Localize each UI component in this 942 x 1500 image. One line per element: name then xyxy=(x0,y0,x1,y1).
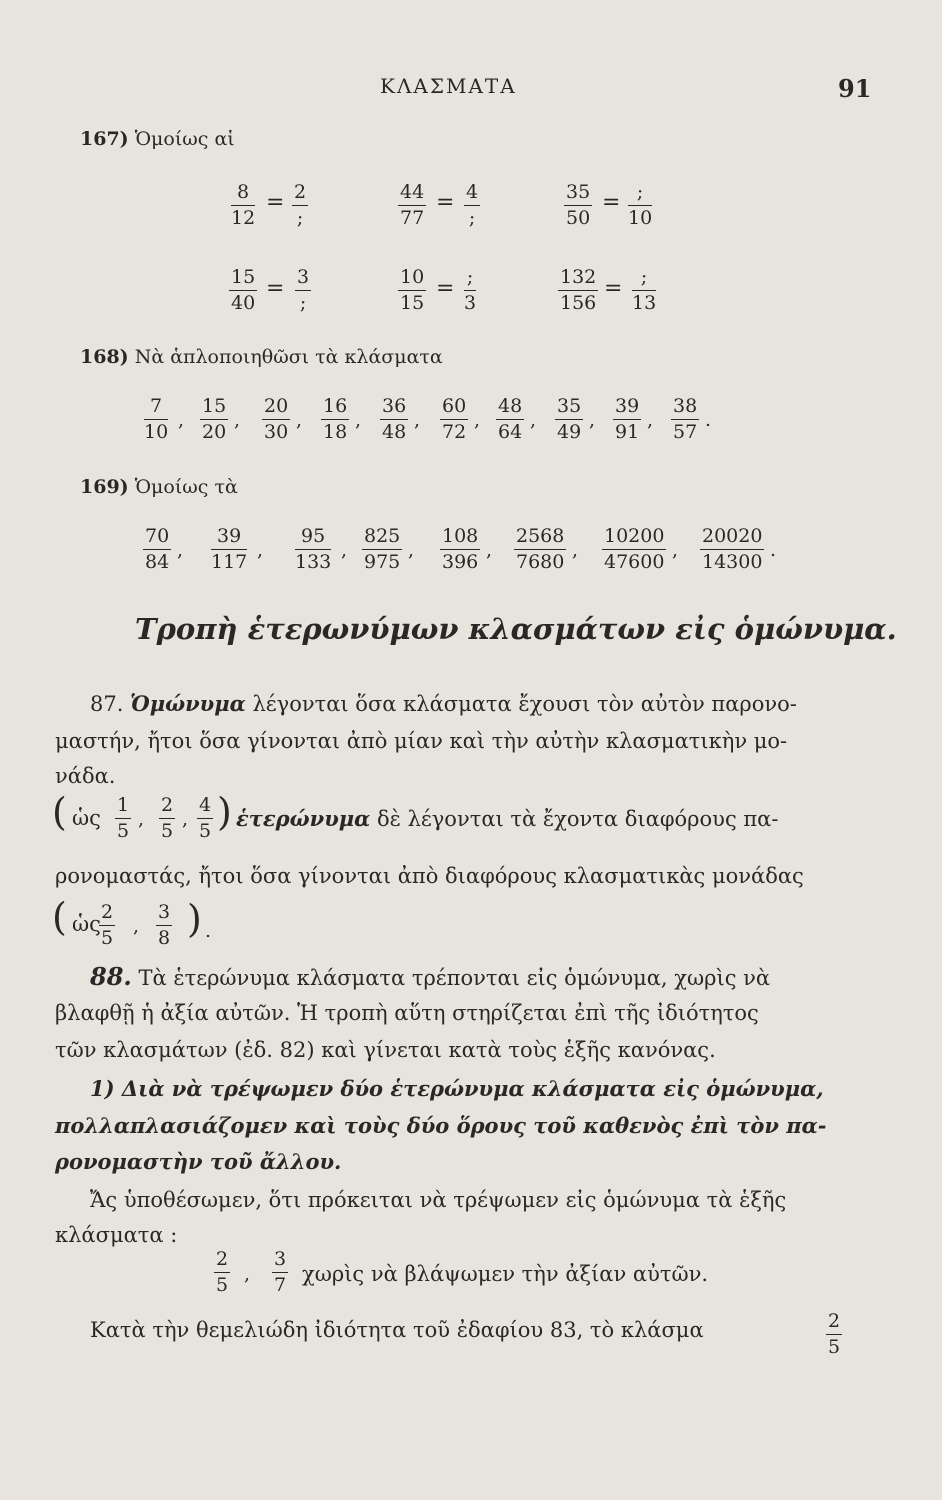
exercise-167-label xyxy=(80,128,235,150)
equals-sign: = xyxy=(436,190,455,215)
fraction: $\frac{108}{396}$ xyxy=(442,525,479,573)
comma: , xyxy=(486,539,493,561)
exercise-number: 168) xyxy=(80,346,129,368)
comma: , xyxy=(672,539,679,561)
paragraph-number: 87. xyxy=(90,692,124,716)
equals-sign: = xyxy=(602,190,621,215)
fraction: ; 13 xyxy=(632,266,657,314)
fraction: $\frac{60}{72}$ xyxy=(442,395,467,443)
comma: , xyxy=(589,409,596,431)
exercise-number: 169) xyxy=(80,476,129,498)
period: . xyxy=(770,539,777,561)
fraction: $\frac{95}{133}$ xyxy=(295,525,332,573)
rule-1-line-3: ρονομαστὴν τοῦ ἄλλου. xyxy=(55,1149,342,1174)
fraction: $\frac{70}{84}$ xyxy=(145,525,170,573)
equals-sign: = xyxy=(604,276,623,301)
close-paren: ) xyxy=(187,897,202,941)
comma: , xyxy=(647,409,654,431)
rule-1-line-2: πολλαπλασιάζομεν καὶ τοὺς δύο ὅρους τοῦ καθενὸς ἐπὶ τὸν πα- xyxy=(55,1113,827,1138)
comma: , xyxy=(296,409,303,431)
exercise-169-label xyxy=(80,476,238,498)
fraction: $\frac{2}{5}$ xyxy=(216,1248,229,1296)
exercise-number: 167) xyxy=(80,128,129,150)
fraction: $\frac{15}{20}$ xyxy=(202,395,227,443)
fraction: $\frac{39}{91}$ xyxy=(615,395,640,443)
fraction: $\frac{35}{49}$ xyxy=(557,395,582,443)
equals-sign: = xyxy=(266,190,285,215)
comma: , xyxy=(138,808,145,830)
paragraph-87-line-1 xyxy=(90,693,797,715)
fraction: ; 3 xyxy=(464,266,477,314)
paragraph-text: Τὰ ἑτερώνυμα κλάσματα τρέπονται εἰς ὁμώνυμα, χωρὶς νὰ xyxy=(138,966,771,990)
fraction: 3 ; xyxy=(297,266,310,314)
fraction: $\frac{2568}{7680}$ xyxy=(516,525,565,573)
fraction: $\frac{15}{40}$ xyxy=(231,266,256,314)
paragraph-88-line-2: βλαφθῇ ἡ ἀξία αὐτῶν. Ἡ τροπὴ αὕτη στηρίζεται ἐπὶ τῆς ἰδιότητος xyxy=(55,1001,759,1025)
example-prefix: ὡς xyxy=(72,912,101,936)
example-line-2: κλάσματα : xyxy=(55,1223,178,1247)
paragraph-text: λέγονται ὅσα κλάσματα ἔχουσι τὸν αὐτὸν παρονο- xyxy=(252,692,797,716)
paragraph-87-line-2: μαστήν, ἤτοι ὅσα γίνονται ἀπὸ μίαν καὶ τὴν αὐτὴν κλασματικὴν μο- xyxy=(55,729,788,753)
exercise-instruction: Νὰ ἁπλοποιηθῶσι τὰ κλάσματα xyxy=(134,346,443,368)
exercise-168-label xyxy=(80,346,443,368)
comma: , xyxy=(133,915,140,937)
fraction: 2 ; xyxy=(294,181,307,229)
running-title: ΚΛΑΣΜΑΤΑ xyxy=(380,74,517,98)
fraction: $\frac{38}{57}$ xyxy=(673,395,698,443)
fraction: ; 10 xyxy=(628,181,653,229)
last-line-text: Κατὰ τὴν θεμελιώδη ἰδιότητα τοῦ ἐδαφίου 83, τὸ κλάσμα xyxy=(90,1318,704,1342)
paragraph-87-line-3: νάδα. xyxy=(55,764,116,788)
comma: , xyxy=(341,539,348,561)
paragraph-87-line-4 xyxy=(236,808,778,830)
open-paren: ( xyxy=(52,790,67,834)
term-heteronyma: ἑτερώνυμα xyxy=(236,806,371,831)
paragraph-text: δὲ λέγονται τὰ ἔχοντα διαφόρους πα- xyxy=(376,807,779,831)
section-title: Τροπὴ ἑτερωνύμων κλασμάτων εἰς ὁμώνυμα. xyxy=(135,612,897,646)
term-homonyma: Ὁμώνυμα xyxy=(130,691,246,716)
fraction: $\frac{20}{30}$ xyxy=(264,395,289,443)
fraction: $\frac{4}{5}$ xyxy=(199,794,212,842)
fraction: $\frac{36}{48}$ xyxy=(382,395,407,443)
open-paren: ( xyxy=(52,895,67,939)
fraction: $\frac{2}{5}$ xyxy=(101,901,114,949)
fraction: $\frac{2}{5}$ xyxy=(161,794,174,842)
period: . xyxy=(705,409,712,431)
comma: , xyxy=(414,409,421,431)
comma: , xyxy=(244,1263,251,1285)
fraction: $\frac{48}{64}$ xyxy=(498,395,523,443)
comma: , xyxy=(234,409,241,431)
fraction: $\frac{825}{975}$ xyxy=(364,525,401,573)
comma: , xyxy=(182,808,189,830)
example-tail: χωρὶς νὰ βλάψωμεν τὴν ἀξίαν αὐτῶν. xyxy=(302,1262,709,1286)
example-prefix: ὡς xyxy=(72,806,101,830)
fraction: $\frac{7}{10}$ xyxy=(144,395,169,443)
close-paren: ) xyxy=(217,790,232,834)
exercise-instruction: Ὁμοίως τὰ xyxy=(134,476,238,498)
fraction: 4 ; xyxy=(466,181,479,229)
comma: , xyxy=(178,409,185,431)
example-line-1: Ἄς ὑποθέσωμεν, ὅτι πρόκειται νὰ τρέψωμεν εἰς ὁμώνυμα τὰ ἑξῆς xyxy=(90,1188,787,1212)
fraction: $\frac{39}{117}$ xyxy=(211,525,248,573)
fraction: $\frac{1}{5}$ xyxy=(117,794,130,842)
comma: , xyxy=(355,409,362,431)
fraction: $\frac{20020}{14300}$ xyxy=(702,525,763,573)
paragraph-88-line-1 xyxy=(90,962,771,991)
comma: , xyxy=(257,539,264,561)
fraction: $\frac{16}{18}$ xyxy=(323,395,348,443)
paragraph-87-line-5: ρονομαστάς, ἤτοι ὅσα γίνονται ἀπὸ διαφόρους κλασματικὰς μονάδας xyxy=(55,864,804,888)
fraction: $\frac{8}{12}$ xyxy=(231,181,256,229)
fraction: $\frac{3}{8}$ xyxy=(158,901,171,949)
fraction: $\frac{2}{5}$ xyxy=(828,1310,841,1358)
equals-sign: = xyxy=(436,276,455,301)
comma: , xyxy=(177,539,184,561)
comma: , xyxy=(572,539,579,561)
fraction: $\frac{10200}{47600}$ xyxy=(604,525,665,573)
paragraph-88-line-3: τῶν κλασμάτων (ἐδ. 82) καὶ γίνεται κατὰ τοὺς ἑξῆς κανόνας. xyxy=(55,1038,716,1062)
rule-1-line-1: 1) Διὰ νὰ τρέψωμεν δύο ἑτερώνυμα κλάσματα εἰς ὁμώνυμα, xyxy=(90,1076,824,1101)
comma: , xyxy=(530,409,537,431)
paragraph-number: 88. xyxy=(90,962,132,991)
period: . xyxy=(205,920,212,942)
comma: , xyxy=(474,409,481,431)
page-number: 91 xyxy=(838,74,872,103)
fraction: $\frac{44}{77}$ xyxy=(400,181,425,229)
fraction: $\frac{132}{156}$ xyxy=(560,266,597,314)
fraction: $\frac{35}{50}$ xyxy=(566,181,591,229)
equals-sign: = xyxy=(266,276,285,301)
exercise-instruction: Ὁμοίως αἱ xyxy=(134,128,235,150)
comma: , xyxy=(408,539,415,561)
fraction: $\frac{3}{7}$ xyxy=(274,1248,287,1296)
fraction: $\frac{10}{15}$ xyxy=(400,266,425,314)
